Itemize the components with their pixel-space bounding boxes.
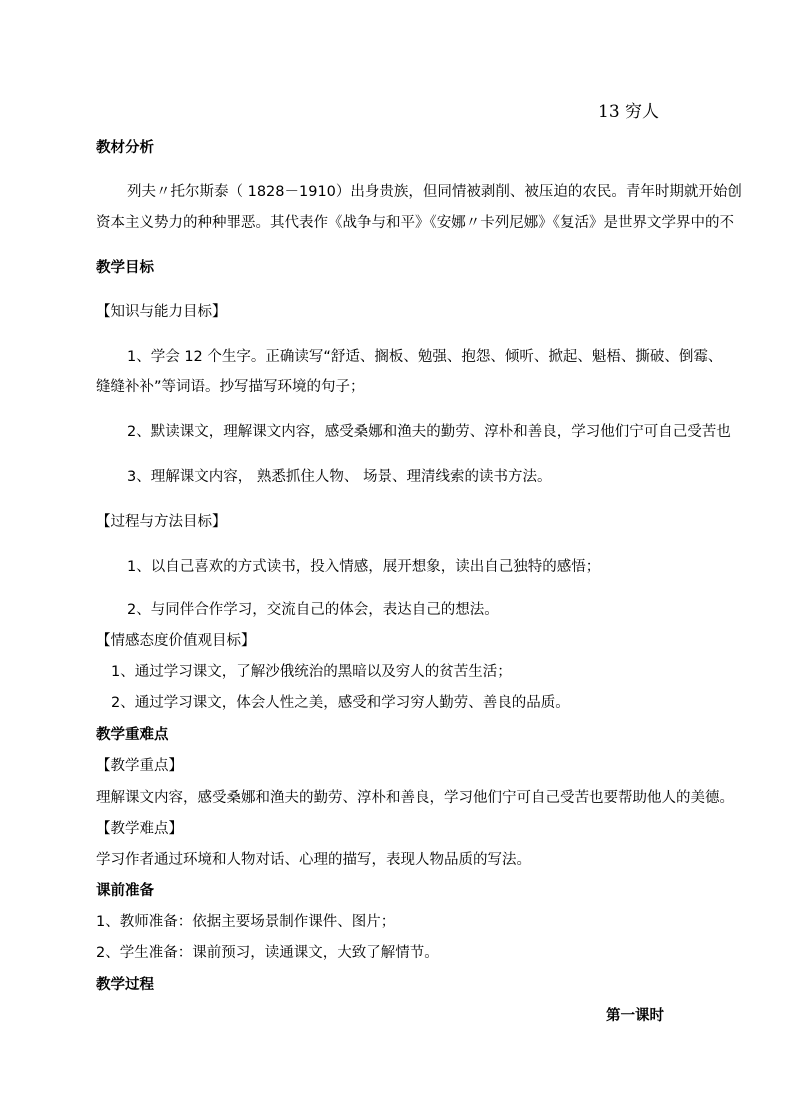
process-goal-2: 2、与同伴合作学习，交流自己的体会，表达自己的想法。 xyxy=(127,602,499,618)
emotion-goals-heading: 【情感态度价值观目标】 xyxy=(96,633,256,649)
heading-preparation: 课前准备 xyxy=(96,883,154,899)
teaching-focus-heading: 【教学重点】 xyxy=(96,758,183,774)
knowledge-goals-heading: 【知识与能力目标】 xyxy=(96,304,227,320)
analysis-paragraph-line-1: 列夫〃托尔斯泰（ 1828－1910）出身贵族，但同情被剥削、被压迫的农民。青年时期就开始创 xyxy=(127,184,742,200)
process-goals-heading: 【过程与方法目标】 xyxy=(96,514,227,530)
preparation-student: 2、学生准备：课前预习，读通课文，大致了解情节。 xyxy=(96,945,439,961)
heading-key-difficult-points: 教学重难点 xyxy=(96,727,169,743)
knowledge-goal-3: 3、理解课文内容， 熟悉抓住人物、 场景、理清线索的读书方法。 xyxy=(127,469,552,485)
teaching-difficulty-text: 学习作者通过环境和人物对话、心理的描写，表现人物品质的写法。 xyxy=(96,852,531,868)
heading-teaching-goals: 教学目标 xyxy=(96,260,154,276)
emotion-goal-2: 2、通过学习课文，体会人性之美，感受和学习穷人勤劳、善良的品质。 xyxy=(111,695,570,711)
heading-teaching-process: 教学过程 xyxy=(96,977,154,993)
knowledge-goal-2: 2、默读课文，理解课文内容，感受桑娜和渔夫的勤劳、淳朴和善良，学习他们宁可自己受苦也 xyxy=(127,424,731,440)
emotion-goal-1: 1、通过学习课文，了解沙俄统治的黑暗以及穷人的贫苦生活； xyxy=(111,664,512,680)
knowledge-goal-1-line-2: 缝缝补补”等词语。抄写描写环境的句子； xyxy=(96,379,365,395)
document-title: 13 穷人 xyxy=(598,102,660,122)
preparation-teacher: 1、教师准备：依据主要场景制作课件、图片； xyxy=(96,914,396,930)
heading-textbook-analysis: 教材分析 xyxy=(96,140,154,156)
analysis-paragraph-line-2: 资本主义势力的种种罪恶。其代表作《战争与和平》《安娜〃卡列尼娜》《复活》是世界文学界中的不 xyxy=(96,215,734,231)
process-goal-1: 1、以自己喜欢的方式读书，投入情感，展开想象，读出自己独特的感悟； xyxy=(127,559,601,575)
knowledge-goal-1-line-1: 1、学会 12 个生字。正确读写“舒适、搁板、勉强、抱怨、倾听、掀起、魁梧、撕破、倒霉、 xyxy=(127,349,723,365)
teaching-focus-text: 理解课文内容，感受桑娜和渔夫的勤劳、淳朴和善良，学习他们宁可自己受苦也要帮助他人的美德。 xyxy=(96,790,734,806)
teaching-difficulty-heading: 【教学难点】 xyxy=(96,821,183,837)
session-label: 第一课时 xyxy=(606,1008,664,1024)
